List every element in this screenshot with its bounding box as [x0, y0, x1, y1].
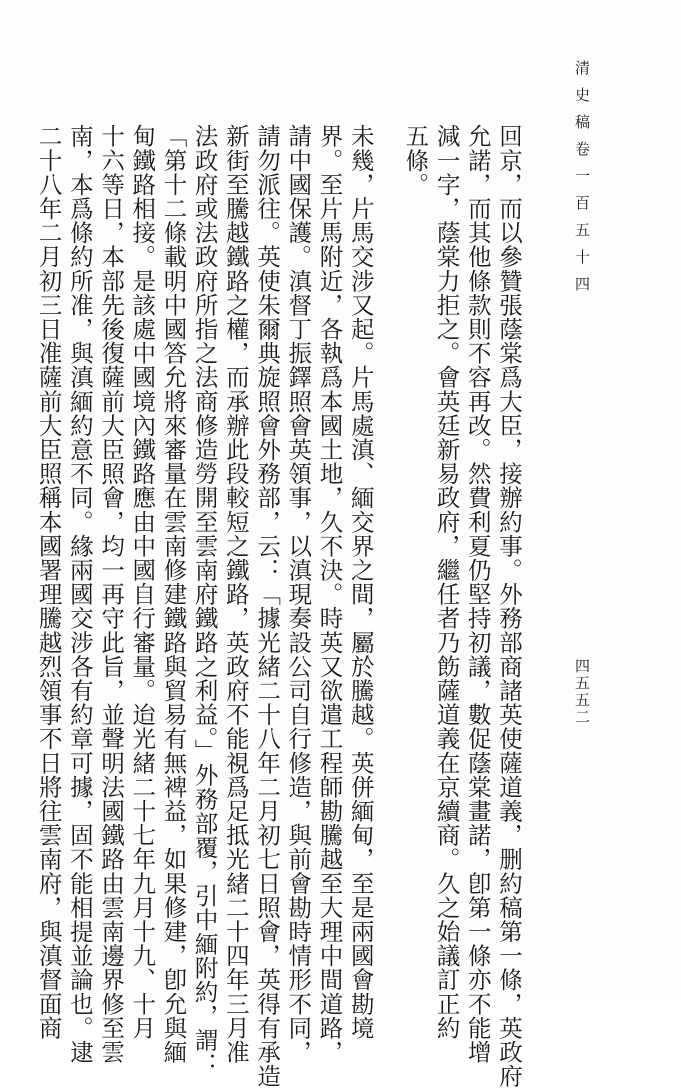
text-column: 界。至片馬附近，各執爲本國土地，久不決。時英又欲遣工程師勘騰越至大理中間道路， — [315, 124, 344, 1064]
text-column: 甸鐵路相接。是該處中國境內鐵路應由中國自行審量。迨光緒二十七年九月十九、十月 — [128, 124, 157, 1040]
text-column: 十六等日，本部先後復薩前大臣照會，均一再守此旨，並聲明法國鐵路由雲南邊界修至雲 — [97, 124, 126, 1064]
text-column: 「第十二條載明中國答允將來審量在雲南修建鐵路與貿易有無裨益，如果修建，卽允與緬 — [159, 124, 188, 1064]
text-column: 請中國保護。滇督丁振鐸照會英領事，以滇現奏設公司自行修造，與前會勘時情形不同， — [284, 124, 313, 1064]
running-header: 清史稿卷一百五十四 — [573, 60, 591, 303]
text-column: 二十八年二月初三日准薩前大臣照稱本國署理騰越烈領事不日將往雲南府，與滇督面商 — [34, 124, 63, 1040]
text-column: 減一字，蔭棠力拒之。會英廷新易政府，繼任者乃飭薩道義在京續商。久之始議訂正約 — [432, 124, 461, 1040]
text-column: 南，本爲條約所准，與滇緬約意不同。緣兩國交涉各有約章可據，固不能相提並論也。逮 — [65, 124, 94, 1064]
paragraph-start-column: 未幾，片馬交涉又起。片馬處滇、緬交界之間，屬於騰越。英併緬甸，至是兩國會勘境 — [346, 124, 375, 1040]
page-number: 四五五二 — [573, 658, 591, 726]
text-column: 新街至騰越鐵路之權，而承辦此段較短之鐵路，英政府不能視爲足抵光緒二十四年三月准 — [221, 124, 250, 1064]
body-text — [32, 124, 524, 1088]
text-column: 法政府或法政府所指之法商修造勞開至雲南府鐵路之利益。」外務部覆，引中緬附約，謂： — [190, 124, 219, 1077]
text-column: 五條。 — [401, 124, 430, 197]
text-column: 回京，而以參贊張蔭棠爲大臣，接辦約事。外務部商諸英使薩道義，删約稿第一條，英政府 — [495, 124, 523, 1088]
text-column: 請勿派往。英使朱爾典旋照會外務部，云：「據光緒二十八年二月初七日照會，英得有承造 — [253, 124, 282, 1088]
text-column: 允諾，而其他條款則不容再改。然費利夏仍堅持初議，數促蔭棠畫諾，卽第一條亦不能增 — [463, 124, 492, 1064]
